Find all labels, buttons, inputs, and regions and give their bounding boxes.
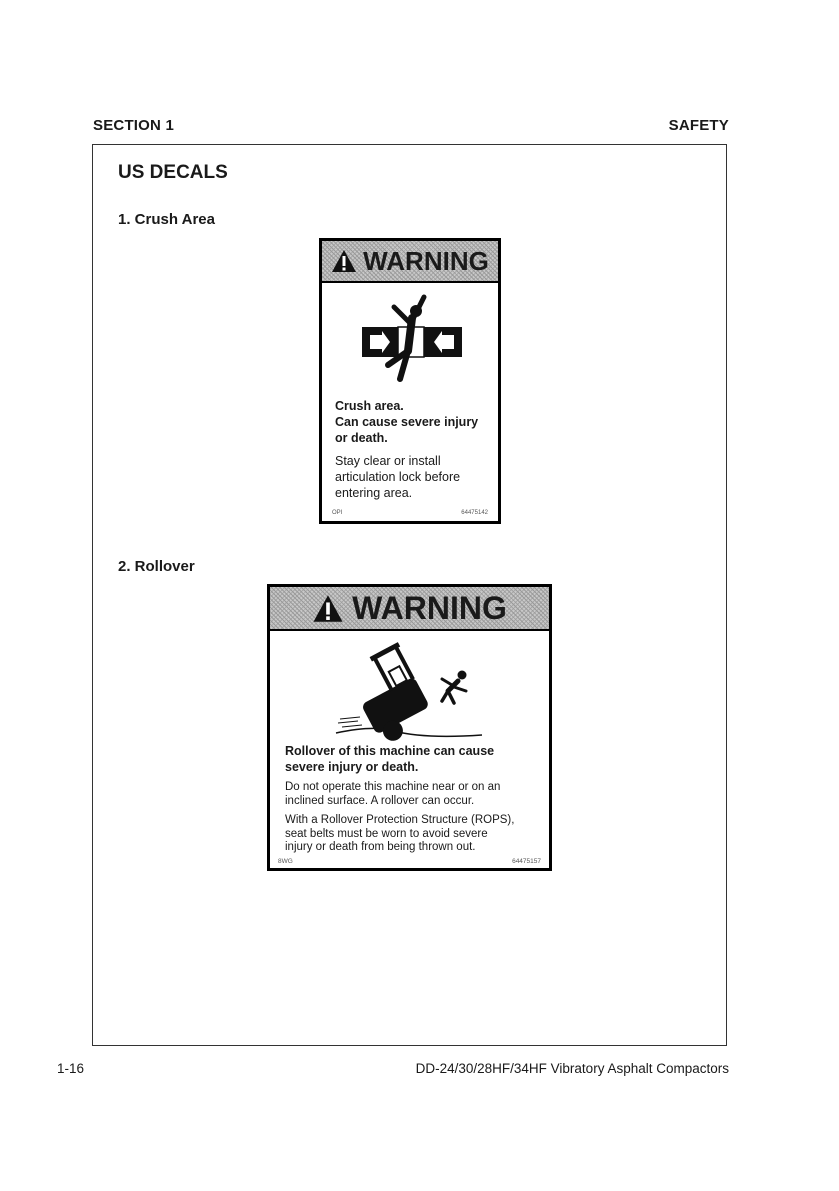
signal-word: WARNING xyxy=(352,589,507,626)
hazard-line: Crush area. xyxy=(335,399,404,413)
instruction-line: articulation lock before xyxy=(335,470,461,484)
signal-word: WARNING xyxy=(363,245,489,276)
hazard-statement xyxy=(335,398,478,446)
product-name: DD-24/30/28HF/34HF Vibratory Asphalt Compactors xyxy=(415,1061,729,1076)
rops-line: seat belts must be worn to avoid severe xyxy=(285,827,488,840)
decal-part-number: 64475157 xyxy=(512,858,541,865)
decal-heading-rollover: 2. Rollover xyxy=(118,558,195,575)
decal-heading-crush: 1. Crush Area xyxy=(118,211,215,228)
instruction-line: Stay clear or install xyxy=(335,454,441,468)
hazard-line: Can cause severe injury xyxy=(335,415,479,429)
instruction-statement xyxy=(335,453,460,501)
warning-triangle-icon xyxy=(331,249,357,273)
rops-paragraph xyxy=(285,814,547,855)
instruction-line: Do not operate this machine near or on an xyxy=(285,781,501,793)
rops-line: With a Rollover Protection Structure (ROPS), xyxy=(285,814,515,826)
hazard-line: severe injury or death. xyxy=(285,760,419,774)
rops-line: injury or death from being thrown out. xyxy=(285,841,476,853)
instruction-paragraph xyxy=(285,780,547,808)
warning-triangle-icon xyxy=(312,594,344,623)
page-title: US DECALS xyxy=(118,162,228,183)
instruction-line: entering area. xyxy=(335,486,413,500)
section-label: SECTION 1 xyxy=(93,117,174,134)
crush-between-articulation-icon xyxy=(358,293,468,389)
rollover-decal xyxy=(267,584,552,871)
decal-code-left: OPI xyxy=(332,510,343,516)
section-topic: SAFETY xyxy=(668,117,729,134)
hazard-line: or death. xyxy=(335,431,388,445)
machine-rollover-icon xyxy=(334,633,484,741)
hazard-statement xyxy=(285,743,494,775)
page-number: 1-16 xyxy=(57,1061,85,1076)
warning-banner xyxy=(270,587,549,631)
decal-body xyxy=(322,241,498,521)
decal-code-left: 8WG xyxy=(278,858,293,865)
decal-body xyxy=(270,587,549,868)
decal-part-number: 64475142 xyxy=(461,510,488,516)
hazard-line: Rollover of this machine can cause xyxy=(285,744,495,758)
crush-area-decal xyxy=(319,238,501,524)
instruction-line: inclined surface. A rollover can occur. xyxy=(285,795,475,807)
warning-banner xyxy=(322,241,498,283)
